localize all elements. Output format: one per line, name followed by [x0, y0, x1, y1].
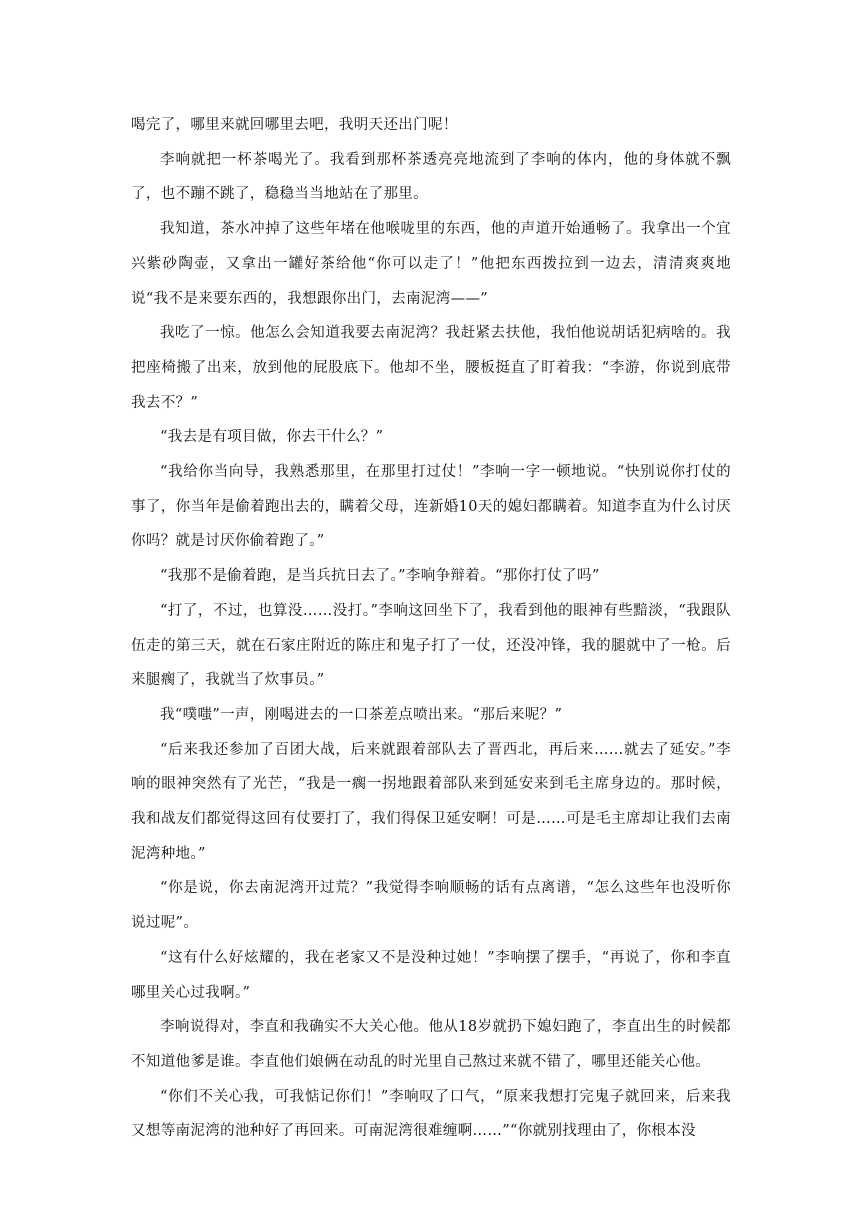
paragraph-7: “我那不是偷着跑，是当兵抗日去了。”李响争辩着。“那你打仗了吗” [160, 568, 600, 585]
paragraph-8: “打了，不过，也算没……没打。”李响这回坐下了，我看到他的眼神有些黯淡，“我跟队伍走的第三天，就在石家庄附近的陈庄和鬼子打了一仗，还没冲锋，我的腿就中了一枪。后来腿瘸了，我就当了炊事员。” [131, 602, 731, 689]
paragraph-6: “我给你当向导，我熟悉那里，在那里打过仗！”李响一字一顿地说。“快别说你打仗的事了，你当年是偷着跑出去的，瞒着父母，连新婚10天的媳妇都瞒着。知道李直为什么讨厌你吗？就是讨厌你偷着跑了。” [131, 464, 731, 550]
paragraph-3: 我知道，茶水冲掉了这些年堵在他喉咙里的东西，他的声道开始通畅了。我拿出一个宜兴紫砂陶壶，又拿出一罐好茶给他“你可以走了！”他把东西拨拉到一边去，清清爽爽地说“我不是来要东西的，我想跟你出门，去南泥湾——” [131, 221, 731, 307]
paragraph-9: 我“噗嗤”一声，刚喝进去的一口茶差点喷出来。“那后来呢？” [160, 706, 563, 723]
paragraph-11: “你是说，你去南泥湾开过荒？”我觉得李响顺畅的话有点离谱，“怎么这些年也没听你说过呢”。 [131, 880, 731, 932]
paragraph-4: 我吃了一惊。他怎么会知道我要去南泥湾？我赶紧去扶他，我怕他说胡话犯病啥的。我把座椅搬了出来，放到他的屁股底下。他却不坐，腰板挺直了盯着我：“李游，你说到底带我去不？” [131, 325, 731, 411]
paragraph-12: “这有什么好炫耀的，我在老家又不是没种过她！”李响摆了摆手，“再说了，你和李直哪里关心过我啊。” [131, 949, 731, 1001]
paragraph-1: 喝完了，哪里来就回哪里去吧，我明天还出门呢！ [131, 117, 458, 133]
paragraph-13: 李响说得对，李直和我确实不大关心他。他从18岁就扔下媳妇跑了，李直出生的时候都不知道他爹是谁。李直他们娘俩在动乱的时光里自己熬过来就不错了，哪里还能关心他。 [131, 1019, 731, 1070]
paragraph-14: “你们不关心我，可我惦记你们！”李响叹了口气，“原来我想打完鬼子就回来，后来我又想等南泥湾的池种好了再回来。可南泥湾很难缠啊……”“你就别找理由了，你根本没 [131, 1088, 731, 1140]
document-page [131, 108, 731, 1149]
paragraph-10: “后来我还参加了百团大战，后来就跟着部队去了晋西北，再后来……就去了延安。”李响的眼神突然有了光芒，“我是一瘸一拐地跟着部队来到延安来到毛主席身边的。那时候，我和战友们都觉得这回有仗要打了，我们得保卫延安啊！可是……可是毛主席却让我们去南泥湾种地。” [131, 741, 731, 862]
paragraph-2: 李响就把一杯茶喝光了。我看到那杯茶透亮亮地流到了李响的体内，他的身体就不飘了，也不蹦不跳了，稳稳当当地站在了那里。 [131, 151, 731, 203]
paragraph-5: “我去是有项目做，你去干什么？” [160, 429, 384, 446]
